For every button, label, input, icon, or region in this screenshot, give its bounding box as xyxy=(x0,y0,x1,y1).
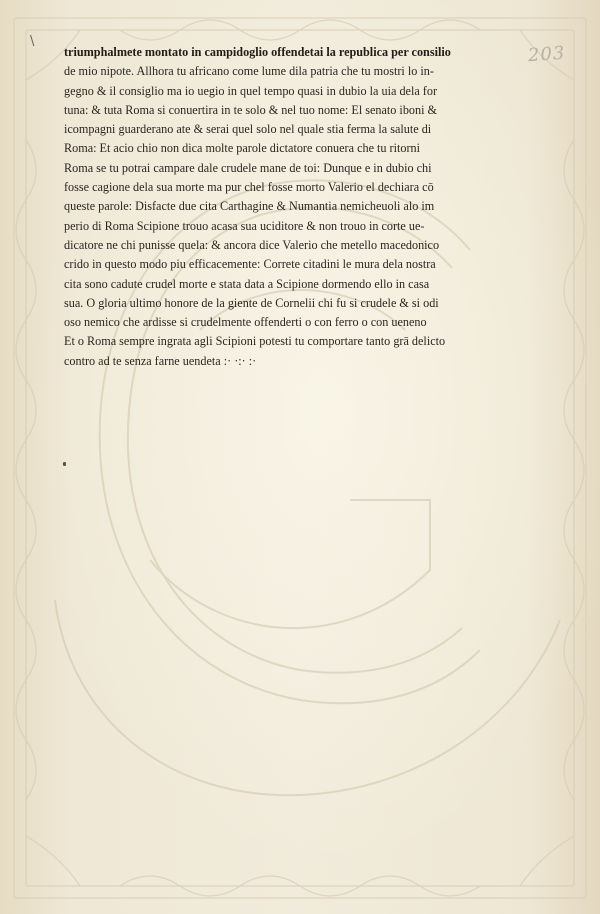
text-line: Roma se tu potrai campare dale crudele mane de toi: Dunque e in dubio chi xyxy=(64,160,432,175)
text-line: fosse cagione dela sua morte ma pur chel fosse morto Valerio el dechiara cō xyxy=(64,180,434,195)
text-line: Roma: Et acio chio non dica molte parole dictatore conuera che tu ritorni xyxy=(64,141,421,156)
text-line: triumphalmete montato in campidoglio offendetai la republica per consilio xyxy=(64,45,451,59)
text-line: de mio nipote. Allhora tu africano come lume dila patria che tu mostri lo in- xyxy=(64,64,434,79)
text-line: oso nemico che ardisse si crudelmente offenderti o con ferro o con ueneno xyxy=(64,315,427,330)
margin-mark: \ xyxy=(30,34,35,49)
text-line: contro ad te senza farne uendeta :· ·:· :· xyxy=(64,353,257,368)
text-line: perio di Roma Scipione trouo acasa sua uciditore & non trouo in corte ue- xyxy=(64,218,425,233)
text-line: queste parole: Disfacte due cita Carthagine & Numantia nemicheuoli alo im xyxy=(64,199,435,214)
text-line: sua. O gloria ultimo honore de la giente de Cornelii chi fu si crudele & si odi xyxy=(64,295,439,310)
text-line: icompagni guarderano ate & serai quel solo nel quale stia ferma la salute di xyxy=(64,122,432,137)
text-line: tuna: & tuta Roma si conuertira in te solo & nel tuo nome: El senato iboni & xyxy=(64,102,438,117)
text-line: Et o Roma sempre ingrata agli Scipioni potesti tu comportare tanto grā delicto xyxy=(64,334,446,349)
text-line: crido in questo modo piu efficacemente: Correte citadini le mura dela nostra xyxy=(64,257,436,272)
folio-number: 203 xyxy=(527,42,567,67)
ink-dot xyxy=(63,462,66,466)
text-line: cita sono cadute crudel morte e stata data a Scipione dormendo ello in casa xyxy=(64,276,430,291)
text-line: gegno & il consiglio ma io uegio in quel tempo quasi in dubio la uia dela for xyxy=(64,83,438,98)
body-text xyxy=(64,43,526,371)
text-line: dicatore ne chi punisse quela: & ancora dice Valerio che metello macedonico xyxy=(64,237,440,252)
